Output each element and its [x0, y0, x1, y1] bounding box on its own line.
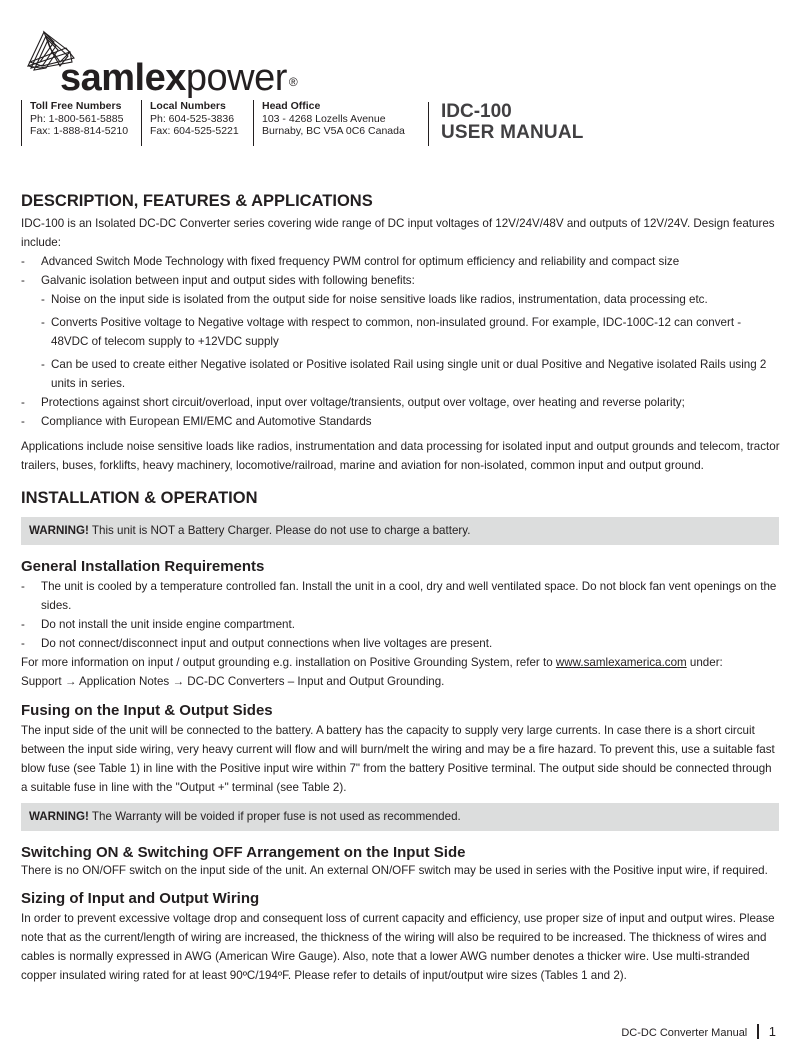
local-phone: Ph: 604-525-3836: [150, 112, 235, 125]
registered-mark: ®: [288, 75, 298, 89]
model-number: IDC-100: [441, 101, 512, 122]
feature-item: - Advanced Switch Mode Technology with fixed frequency PWM control for optimum efficiency and reliability and compact size: [21, 252, 781, 271]
fusing-text: The input side of the unit will be connected to the battery. A battery has the capacity to supply very large currents. In case there is a short circuit between the input side wiring, very heavy current will flow and will burn/melt the wiring and may be a fire hazard. To prevent this, use a suitable fast blow fuse (see Table 1) in line with the Positive input wire within 7" from the battery Positive terminal. The output side should be connected through a suitable fuse in line with the "Output +" terminal (see Table 2).: [21, 724, 775, 794]
toll-free-heading: Toll Free Numbers: [30, 100, 122, 112]
description-intro: IDC-100 is an Isolated DC-DC Converter series covering wide range of DC input voltages of 12V/24V/48V and outputs of 12V/24V. Design features include:: [21, 217, 775, 249]
description-heading: DESCRIPTION, FEATURES & APPLICATIONS: [21, 192, 373, 210]
footer-manual-name: DC-DC Converter Manual: [621, 1027, 748, 1039]
brand-bold: samlex: [60, 57, 186, 99]
installation-heading: INSTALLATION & OPERATION: [21, 489, 258, 507]
manual-label: USER MANUAL: [441, 122, 584, 143]
grounding-info-prefix: For more information on input / output grounding e.g. installation on Positive Grounding System, refer to: [21, 656, 556, 669]
grounding-info: [21, 653, 781, 672]
footer-divider: [757, 1024, 759, 1039]
toll-free-fax: Fax: 1-888-814-5210: [30, 125, 129, 137]
features-list: [21, 252, 781, 290]
samlex-website-link[interactable]: www.samlexamerica.com: [555, 656, 687, 669]
sizing-text: In order to prevent excessive voltage drop and consequent loss of current capacity and efficiency, use proper size of input and output wires. Please note that as the current/length of wiring are increased, the thickness of the wiring will also be required to be increased. The thickness of wires and cables is normally expressed in AWG (American Wire Gauge). Also, note that a lower AWG number denotes a thicker wire. Use multi-stranded copper insulated wiring rated for at least 90ºC/194ºF. Please refer to details of input/output wire sizes (Tables 1 and 2).: [21, 912, 775, 982]
local-numbers-block: [141, 100, 253, 146]
warning-text: This unit is NOT a Battery Charger. Please do not use to charge a battery.: [88, 524, 471, 537]
brand-wordmark: [60, 56, 297, 100]
local-heading: Local Numbers: [150, 100, 226, 112]
fusing-heading: Fusing on the Input & Output Sides: [21, 702, 273, 719]
benefits-list: [21, 290, 781, 393]
warning-text: The Warranty will be voided if proper fuse is not used as recommended.: [88, 810, 461, 823]
general-item: - The unit is cooled by a temperature controlled fan. Install the unit in a cool, dry and well ventilated space. Do not block fan vent openings on the sides.: [21, 577, 781, 615]
benefit-item: - Converts Positive voltage to Negative voltage with respect to common, non-insulated ground. For example, IDC-100C-12 can convert - 48VDC of telecom supply to +12VDC supply: [21, 313, 781, 351]
sizing-heading: Sizing of Input and Output Wiring: [21, 890, 260, 907]
grounding-info-suffix: under:: [686, 656, 723, 669]
brand-logo: [20, 22, 340, 102]
feature-item: - Galvanic isolation between input and output sides with following benefits:: [21, 271, 781, 290]
warning-box-warranty: [21, 803, 779, 831]
warning-box-charger: [21, 517, 779, 545]
toll-free-block: [21, 100, 139, 146]
benefit-item: - Can be used to create either Negative isolated or Positive isolated Rail using single unit or dual Positive and Negative isolated Rails using 2 units in series.: [21, 355, 781, 393]
head-office-line1: 103 - 4268 Lozells Avenue: [262, 112, 386, 125]
warning-label: WARNING!: [29, 810, 89, 823]
head-office-block: [253, 100, 423, 146]
general-item: - Do not install the unit inside engine compartment.: [21, 615, 781, 634]
grounding-info-path: Support → Application Notes → DC-DC Converters – Input and Output Grounding.: [21, 675, 445, 688]
general-heading: General Installation Requirements: [21, 558, 265, 575]
switching-text: There is no ON/OFF switch on the input side of the unit. An external ON/OFF switch may be used in series with the Positive input wire, if required.: [21, 864, 768, 877]
warning-label: WARNING!: [29, 524, 89, 537]
switching-heading: Switching ON & Switching OFF Arrangement on the Input Side: [21, 844, 466, 861]
head-office-heading: Head Office: [262, 100, 321, 112]
document-title: [428, 102, 584, 146]
general-item: - Do not connect/disconnect input and output connections when live voltages are present.: [21, 634, 781, 653]
general-list: [21, 577, 781, 653]
page-content: [21, 190, 781, 985]
head-office-line2: Burnaby, BC V5A 0C6 Canada: [262, 125, 405, 137]
brand-light: power: [185, 57, 287, 99]
page-number: 1: [768, 1024, 776, 1039]
local-fax: Fax: 604-525-5221: [150, 125, 239, 137]
feature-item: - Protections against short circuit/overload, input over voltage/transients, output over voltage, over heating and reverse polarity;: [21, 393, 781, 412]
features-list-more: [21, 393, 781, 431]
feature-item: - Compliance with European EMI/EMC and Automotive Standards: [21, 412, 781, 431]
toll-free-phone: Ph: 1-800-561-5885: [30, 112, 124, 125]
benefit-item: - Noise on the input side is isolated from the output side for noise sensitive loads like radios, instrumentation, data processing etc.: [21, 290, 781, 309]
applications-paragraph: Applications include noise sensitive loads like radios, instrumentation and data processing for isolated input and output grounds and telecom, tractor trailers, buses, forklifts, heavy machinery, locomotive/railroad, marine and aviation for non-isolated, common input and output ground.: [21, 440, 780, 472]
page-footer: [621, 1024, 776, 1041]
